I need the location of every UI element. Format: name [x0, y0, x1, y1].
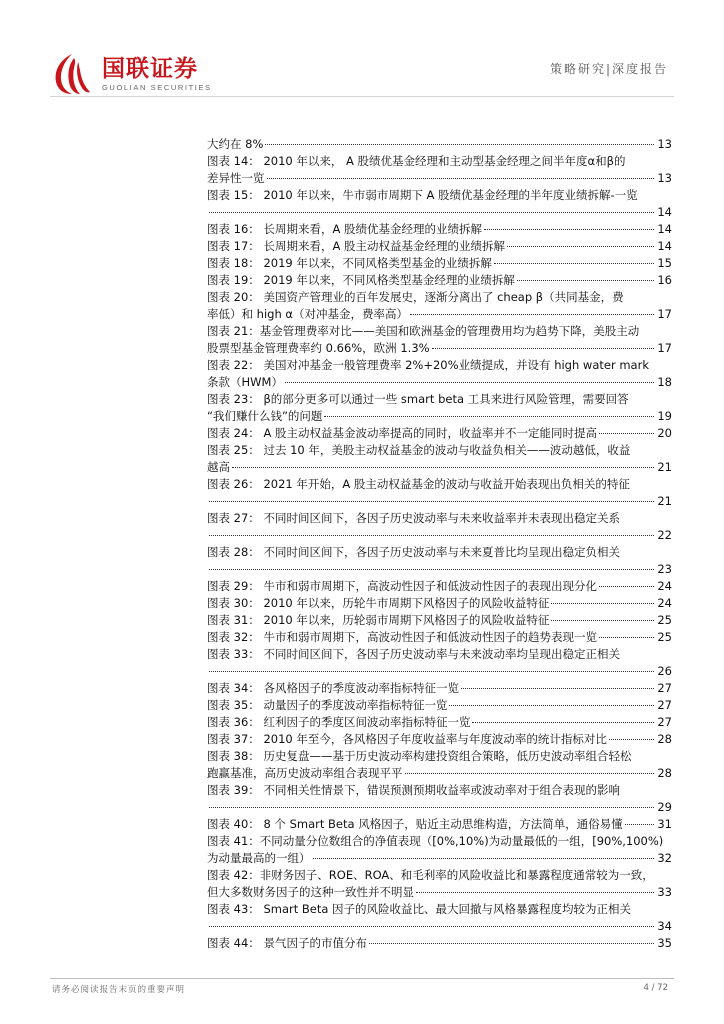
toc-dot-leader — [232, 467, 654, 468]
company-logo — [50, 52, 250, 96]
table-of-contents — [207, 136, 672, 952]
toc-entry-text: 图表 40： 8 个 Smart Beta 风格因子，贴近主动思维构造，方法简单，通俗易懂 — [207, 817, 623, 831]
toc-entry-line — [207, 799, 672, 816]
toc-entry[interactable] — [207, 901, 672, 935]
toc-dot-leader — [599, 586, 654, 587]
toc-entry[interactable] — [207, 748, 672, 782]
toc-entry-line — [207, 306, 672, 323]
toc-entry-text: 图表 33： 不同时间区间下，各因子历史波动率与未来波动率均呈现出稳定正相关 — [207, 647, 620, 661]
toc-dot-leader — [472, 722, 654, 723]
toc-page-number: 28 — [657, 766, 672, 780]
toc-entry[interactable] — [207, 578, 672, 595]
guolian-logo-icon — [50, 52, 94, 96]
toc-entry-line — [207, 918, 672, 935]
toc-page-number: 22 — [657, 528, 672, 542]
toc-entry-text: 图表 43： Smart Beta 因子的风险收益比、最大回撤与风格暴露程度均较为正相关 — [207, 902, 632, 916]
toc-entry-text: 图表 29： 牛市和弱市周期下，高波动性因子和低波动性因子的表现出现分化 — [207, 579, 597, 593]
toc-entry-text: 图表 28： 不同时间区间下，各因子历史波动率与未来夏普比均呈现出稳定负相关 — [207, 545, 620, 559]
toc-dot-leader — [551, 603, 654, 604]
toc-page-number: 13 — [657, 137, 672, 151]
toc-entry-text: 图表 18： 2019 年以来，不同风格类型基金的业绩拆解 — [207, 256, 492, 270]
toc-entry-line — [207, 238, 672, 255]
toc-entry[interactable] — [207, 153, 672, 187]
toc-entry[interactable] — [207, 833, 672, 867]
toc-entry-line — [207, 408, 672, 425]
toc-dot-leader — [209, 671, 654, 672]
toc-entry[interactable] — [207, 255, 672, 272]
toc-entry-text: 图表 17： 长周期来看，A 股主动权益基金经理的业绩拆解 — [207, 239, 505, 253]
toc-entry[interactable] — [207, 595, 672, 612]
toc-entry[interactable] — [207, 680, 672, 697]
toc-entry-line — [207, 884, 672, 901]
toc-entry-text: 图表 24： A 股主动权益基金波动率提高的同时，收益率并不一定能同时提高 — [207, 426, 597, 440]
toc-entry-text: 图表 26： 2021 年开始，A 股主动权益基金的波动与收益开始表现出负相关的特征 — [207, 477, 630, 491]
toc-entry-text: 图表 38： 历史复盘——基于历史波动率构建投资组合策略，低历史波动率组合轻松 — [207, 749, 632, 763]
toc-dot-leader — [209, 535, 654, 536]
toc-dot-leader — [551, 620, 654, 621]
toc-entry-text: 差异性一览 — [207, 171, 265, 185]
toc-entry-line — [207, 595, 672, 612]
toc-entry-line — [207, 204, 672, 221]
footer-disclaimer: 请务必阅读报告末页的重要声明 — [52, 985, 186, 995]
toc-dot-leader — [625, 824, 654, 825]
toc-entry-text: 大约在 8% — [207, 137, 264, 151]
page-header — [0, 0, 724, 110]
toc-entry[interactable] — [207, 782, 672, 816]
toc-entry-line — [207, 714, 672, 731]
toc-entry-line — [207, 612, 672, 629]
toc-entry-text: 图表 37： 2010 年至今，各风格因子年度收益率与年度波动率的统计指标对比 — [207, 732, 607, 746]
toc-entry-line — [207, 680, 672, 697]
toc-dot-leader — [209, 926, 654, 927]
toc-page-number: 33 — [657, 885, 672, 899]
toc-entry[interactable] — [207, 867, 672, 901]
logo-chinese-name: 国联证券 — [102, 56, 198, 82]
toc-dot-leader — [313, 858, 655, 859]
toc-entry-text: 图表 14： 2010 年以来， A 股绩优基金经理和主动型基金经理之间半年度α和β的 — [207, 154, 626, 168]
toc-entry-text: 图表 44： 景气因子的市值分布 — [207, 936, 367, 950]
toc-entry-text: 图表 22： 美国对冲基金一般管理费率 2%+20%业绩提成，并设有 high water mark — [207, 358, 649, 372]
toc-page-number: 14 — [657, 222, 672, 236]
toc-entry-line — [207, 136, 672, 153]
toc-page-number: 15 — [657, 256, 672, 270]
toc-entry-text: 图表 34： 各风格因子的季度波动率指标特征一览 — [207, 681, 459, 695]
toc-entry-line — [207, 255, 672, 272]
toc-entry-text: 图表 21：基金管理费率对比——美国和欧洲基金的管理费用均为趋势下降，美股主动 — [207, 324, 640, 338]
toc-entry-line — [207, 340, 672, 357]
toc-dot-leader — [209, 212, 654, 213]
toc-entry-text: 图表 39： 不同相关性情景下，错误预测预期收益率或波动率对于组合表现的影响 — [207, 783, 620, 797]
toc-page-number: 27 — [657, 698, 672, 712]
toc-entry-line — [207, 459, 672, 476]
toc-dot-leader — [265, 144, 654, 145]
toc-entry-line — [207, 272, 672, 289]
toc-entry[interactable] — [207, 238, 672, 255]
toc-entry-text: 图表 23： β的部分更多可以通过一些 smart beta 工具来进行风险管理，需要回答 — [207, 392, 629, 406]
toc-entry[interactable] — [207, 697, 672, 714]
toc-entry-text: 条款（HWM） — [207, 375, 283, 389]
toc-entry-text: 图表 30： 2010 年以来，历轮牛市周期下风格因子的风险收益特征 — [207, 596, 550, 610]
toc-dot-leader — [484, 229, 654, 230]
toc-entry-line — [207, 935, 672, 952]
toc-entry-text: 图表 25： 过去 10 年，美股主动权益基金的波动与收益负相关——波动越低，收益 — [207, 443, 631, 457]
toc-entry[interactable] — [207, 646, 672, 680]
toc-page-number: 14 — [657, 205, 672, 219]
toc-entry[interactable] — [207, 391, 672, 425]
toc-entry[interactable] — [207, 323, 672, 357]
toc-entry-text: 图表 36： 红利因子的季度区间波动率指标特征一览 — [207, 715, 471, 729]
toc-page-number: 28 — [657, 732, 672, 746]
toc-entry[interactable] — [207, 629, 672, 646]
toc-entry-line — [207, 816, 672, 833]
toc-page-number: 17 — [657, 341, 672, 355]
toc-entry-line — [207, 850, 672, 867]
toc-page-number: 25 — [657, 613, 672, 627]
toc-entry-text: 图表 27： 不同时间区间下，各因子历史波动率与未来收益率并未表现出稳定关系 — [207, 511, 620, 525]
toc-entry[interactable] — [207, 935, 672, 952]
toc-entry-text: 为动量最高的一组） — [207, 851, 311, 865]
toc-page-number: 26 — [657, 664, 672, 678]
toc-dot-leader — [416, 892, 654, 893]
toc-page-number: 24 — [657, 596, 672, 610]
logo-english-name: GUOLIAN SECURITIES — [102, 83, 212, 92]
toc-entry-text: 跑赢基准，高历史波动率组合表现平平 — [207, 766, 403, 780]
toc-dot-leader — [405, 773, 655, 774]
toc-dot-leader — [285, 382, 654, 383]
toc-entry-line — [207, 527, 672, 544]
toc-entry-text: 但大多数财务因子的这种一致性并不明显 — [207, 885, 414, 899]
toc-entry[interactable] — [207, 731, 672, 748]
toc-dot-leader — [461, 688, 654, 689]
toc-page-number: 13 — [657, 171, 672, 185]
toc-entry-text: 率低）和 high α（对冲基金，费率高） — [207, 307, 408, 321]
toc-entry[interactable] — [207, 476, 672, 510]
toc-page-number: 29 — [657, 800, 672, 814]
footer-page-number: 4 / 72 — [643, 983, 668, 993]
toc-entry[interactable] — [207, 442, 672, 476]
toc-page-number: 14 — [657, 239, 672, 253]
report-type-label: 策略研究|深度报告 — [549, 62, 668, 76]
toc-page-number: 35 — [657, 936, 672, 950]
toc-dot-leader — [494, 263, 654, 264]
toc-entry[interactable] — [207, 187, 672, 221]
toc-dot-leader — [599, 433, 654, 434]
toc-dot-leader — [449, 705, 654, 706]
toc-entry[interactable] — [207, 544, 672, 578]
toc-entry-line — [207, 493, 672, 510]
toc-entry-line — [207, 221, 672, 238]
toc-page-number: 31 — [657, 817, 672, 831]
toc-entry[interactable] — [207, 357, 672, 391]
toc-entry-text: 图表 42：非财务因子、ROE、ROA、和毛利率的风险收益比和暴露程度通常较为一致， — [207, 868, 654, 882]
toc-entry-line — [207, 663, 672, 680]
toc-page-number: 19 — [657, 409, 672, 423]
toc-entry-text: 图表 31： 2010 年以来，历轮弱市周期下风格因子的风险收益特征 — [207, 613, 550, 627]
toc-entry-text: 图表 32： 牛市和弱市周期下，高波动性因子和低波动性因子的趋势表现一览 — [207, 630, 597, 644]
toc-page-number: 32 — [657, 851, 672, 865]
toc-dot-leader — [324, 416, 654, 417]
toc-page-number: 21 — [657, 460, 672, 474]
toc-page-number: 23 — [657, 562, 672, 576]
toc-page-number: 25 — [657, 630, 672, 644]
toc-entry-text: 图表 20： 美国资产管理业的百年发展史，逐渐分离出了 cheap β（共同基金，费 — [207, 290, 624, 304]
footer-divider — [50, 978, 674, 979]
toc-dot-leader — [507, 246, 654, 247]
toc-entry-line — [207, 765, 672, 782]
toc-entry-text: 图表 19： 2019 年以来，不同风格类型基金经理的业绩拆解 — [207, 273, 515, 287]
toc-dot-leader — [432, 348, 654, 349]
toc-entry-line — [207, 374, 672, 391]
toc-page-number: 27 — [657, 715, 672, 729]
toc-entry[interactable] — [207, 272, 672, 289]
toc-dot-leader — [410, 314, 654, 315]
toc-entry-line — [207, 561, 672, 578]
toc-dot-leader — [599, 637, 654, 638]
toc-entry[interactable] — [207, 289, 672, 323]
toc-entry[interactable] — [207, 510, 672, 544]
toc-page-number: 34 — [657, 919, 672, 933]
toc-entry[interactable] — [207, 221, 672, 238]
toc-entry[interactable] — [207, 714, 672, 731]
toc-dot-leader — [209, 807, 654, 808]
toc-entry-text: 图表 41：不同动量分位数组合的净值表现（[0%,10%)为动量最低的一组，[90%,100%) — [207, 834, 664, 848]
toc-entry-line — [207, 425, 672, 442]
toc-page-number: 20 — [657, 426, 672, 440]
header-divider — [50, 96, 674, 97]
toc-entry-text: 图表 15： 2010 年以来，牛市弱市周期下 A 股绩优基金经理的半年度业绩拆解-一览 — [207, 188, 638, 202]
toc-page-number: 21 — [657, 494, 672, 508]
toc-page-number: 27 — [657, 681, 672, 695]
toc-dot-leader — [369, 943, 654, 944]
toc-entry-text: 图表 16： 长周期来看，A 股绩优基金经理的业绩拆解 — [207, 222, 482, 236]
toc-dot-leader — [209, 569, 654, 570]
toc-entry-line — [207, 697, 672, 714]
toc-entry-line — [207, 629, 672, 646]
toc-dot-leader — [267, 178, 655, 179]
toc-entry-text: 越高 — [207, 460, 230, 474]
toc-page-number: 18 — [657, 375, 672, 389]
toc-entry-text: 图表 35： 动量因子的季度波动率指标特征一览 — [207, 698, 448, 712]
toc-page-number: 16 — [657, 273, 672, 287]
toc-dot-leader — [209, 501, 654, 502]
toc-dot-leader — [517, 280, 654, 281]
toc-entry[interactable] — [207, 816, 672, 833]
toc-dot-leader — [609, 739, 654, 740]
toc-entry[interactable] — [207, 136, 672, 153]
toc-entry-line — [207, 731, 672, 748]
toc-entry-line — [207, 170, 672, 187]
toc-page-number: 24 — [657, 579, 672, 593]
toc-entry[interactable] — [207, 425, 672, 442]
toc-page-number: 17 — [657, 307, 672, 321]
toc-entry-text: 股票型基金管理费率约 0.66%，欧洲 1.3% — [207, 341, 430, 355]
toc-entry[interactable] — [207, 612, 672, 629]
toc-entry-line — [207, 578, 672, 595]
toc-entry-text: “我们赚什么钱”的问题 — [207, 409, 323, 423]
